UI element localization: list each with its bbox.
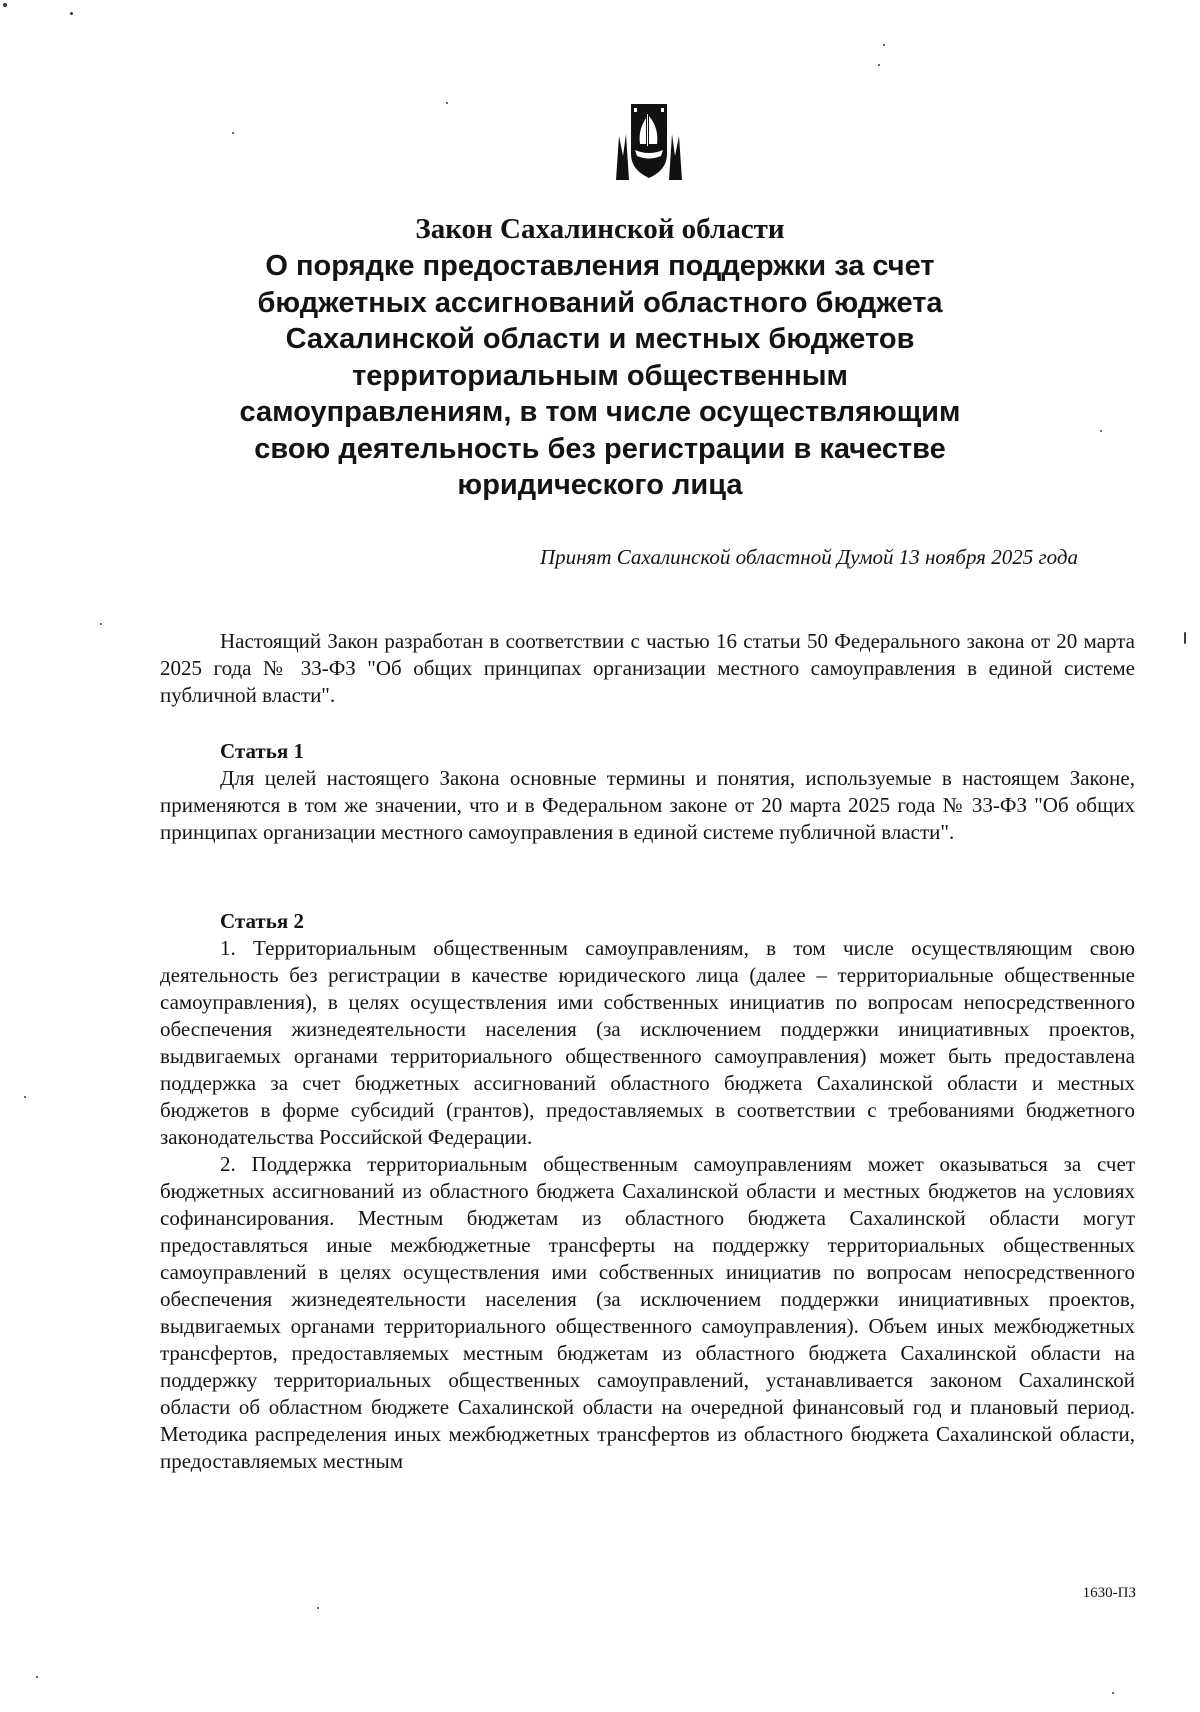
scan-speck [1112,1692,1114,1694]
title-block [150,210,1050,504]
scan-speck [1100,430,1102,432]
law-kind: Закон Сахалинской области [415,213,785,245]
document-number: 1630-ПЗ [1082,1585,1136,1601]
scan-speck [3,3,7,7]
sakhalin-coat-of-arms-icon [612,96,686,180]
article-heading: Статья 1 [220,739,304,763]
law-title-line: свою деятельность без регистрации в качестве [254,432,946,465]
article-paragraph: Для целей настоящего Закона основные термины и понятия, используемые в настоящем Законе, применяются в том же значении, что и в Федеральном законе от 20 марта 2025 года № 33-ФЗ "Об общих принципах организации местного самоуправления в единой системе публичной власти". [160,766,1135,844]
scan-speck [883,44,885,46]
law-title-line: юридического лица [457,469,743,501]
scan-speck [317,1607,319,1609]
scan-speck [446,102,448,104]
law-title-line: самоуправлениям, в том числе осуществляющим [239,396,961,428]
scan-speck [36,1676,38,1678]
article-2 [160,908,1135,1475]
article-paragraph: 2. Поддержка территориальным общественным самоуправлениям может оказываться за счет бюджетных ассигнований из областного бюджета Сахалинской области и местных бюджетов на условиях софинансирования. Местным бюджетам из областного бюджета Сахалинской области могут предоставляться иные межбюджетные трансферты на поддержку территориальных общественных самоуправлений в целях осуществления ими собственных инициатив по вопросам непосредственного обеспечения жизнедеятельности населения (за исключением поддержки инициативных проектов, выдвигаемых органами территориального общественного самоуправления). Объем иных межбюджетных трансфертов, предоставляемых местным бюджетам из областного бюджета Сахалинской области на поддержку территориальных общественных самоуправлений, устанавливается законом Сахалинской области об областном бюджете Сахалинской области на очередной финансовый год и плановый период. Методика распределения иных межбюджетных трансфертов из областного бюджета Сахалинской области, предоставляемых местным [160,1152,1135,1473]
preamble-text: Настоящий Закон разработан в соответствии с частью 16 статьи 50 Федерального закона от 20 марта 2025 года № 33-ФЗ "Об общих принципах организации местного самоуправления в единой системе публичной власти". [160,629,1135,707]
scan-speck [232,132,234,134]
article-paragraph: 1. Территориальным общественным самоуправлениям, в том числе осуществляющим свою деятельность без регистрации в качестве юридического лица (далее – территориальные общественные самоуправления), в целях осуществления ими собственных инициатив по вопросам непосредственного обеспечения жизнедеятельности населения (за исключением поддержки инициативных проектов, выдвигаемых органами территориального общественного самоуправления) может быть предоставлена поддержка за счет бюджетных ассигнований областного бюджета Сахалинской области и местных бюджетов в форме субсидий (грантов), предоставляемых в соответствии с требованиями бюджетного законодательства Российской Федерации. [160,936,1135,1149]
law-title-line: бюджетных ассигнований областного бюджета [257,286,943,319]
law-title-line: О порядке предоставления поддержки за счет [265,250,935,282]
preamble [160,628,1135,709]
law-title [190,248,1010,504]
scan-speck [878,64,880,66]
scan-speck [100,623,102,625]
law-title-line: Сахалинской области и местных бюджетов [285,323,915,355]
article-1 [160,738,1135,846]
scan-speck [24,1096,26,1098]
article-heading: Статья 2 [220,909,304,933]
law-title-line: территориальным общественным [352,359,848,392]
scan-speck [1184,632,1186,644]
scan-speck [70,12,73,15]
adoption-note: Принят Сахалинской областной Думой 13 ноября 2025 года [539,545,1078,569]
